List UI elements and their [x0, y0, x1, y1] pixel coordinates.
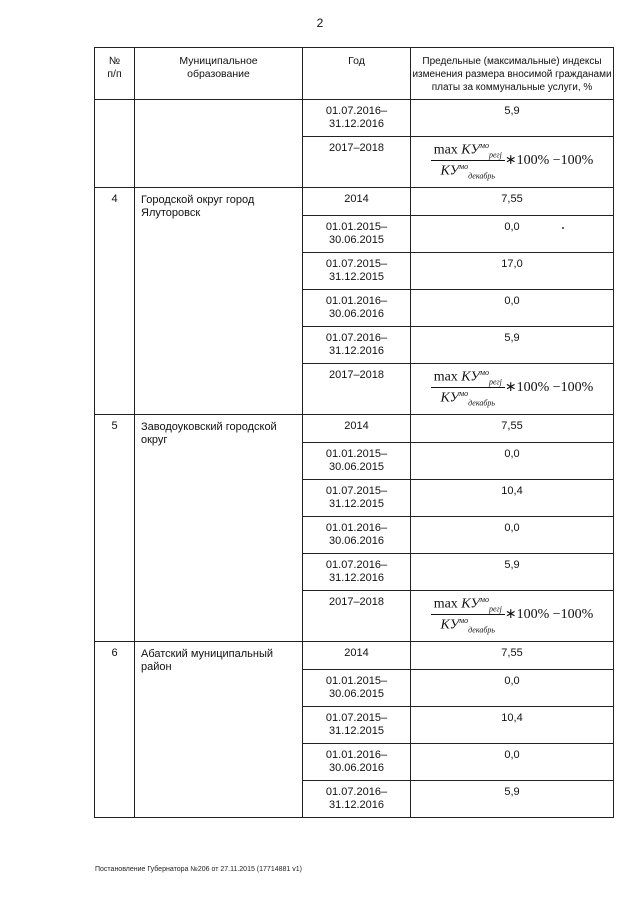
period-cell: 01.01.2016– 30.06.2016 — [303, 744, 411, 781]
period-cell: 2014 — [303, 188, 411, 216]
index-value: 7,55 — [411, 188, 614, 216]
period-cell: 01.07.2015– 31.12.2015 — [303, 707, 411, 744]
index-value: 0,0 — [411, 216, 614, 253]
index-value: 10,4 — [411, 480, 614, 517]
table-row — [95, 642, 614, 670]
period-cell: 2017–2018 — [303, 364, 411, 415]
tariff-index-table — [94, 47, 614, 818]
index-value: 7,55 — [411, 415, 614, 443]
row-num: 5 — [95, 415, 135, 642]
period-cell: 01.07.2016– 31.12.2016 — [303, 327, 411, 364]
table-row — [95, 100, 614, 137]
scan-speck — [562, 227, 564, 229]
index-value: 5,9 — [411, 781, 614, 818]
period-cell: 01.01.2015– 30.06.2015 — [303, 443, 411, 480]
page-number: 2 — [316, 16, 324, 30]
index-value: 17,0 — [411, 253, 614, 290]
period-cell: 01.01.2016– 30.06.2016 — [303, 517, 411, 554]
period-cell: 2017–2018 — [303, 137, 411, 188]
row-num: 4 — [95, 188, 135, 415]
index-formula: $\frac{\max КУ^{мо}_{регj}}{КУ^{мо}_{декабрь}}$ ∗100% −100% — [411, 364, 614, 415]
table-row — [95, 415, 614, 443]
index-formula: $\frac{\max КУ^{мо}_{регj}}{КУ^{мо}_{декабрь}}$ ∗100% −100% — [411, 137, 614, 188]
index-value: 7,55 — [411, 642, 614, 670]
index-value: 5,9 — [411, 100, 614, 137]
period-cell: 01.01.2015– 30.06.2015 — [303, 670, 411, 707]
row-num-cell — [95, 100, 135, 188]
document-footer: Постановление Губернатора №206 от 27.11.2015 (17714881 v1) — [95, 866, 302, 873]
period-cell: 01.07.2015– 31.12.2015 — [303, 480, 411, 517]
index-formula: $\frac{\max КУ^{мо}_{регj}}{КУ^{мо}_{декабрь}}$ ∗100% −100% — [411, 591, 614, 642]
index-value: 0,0 — [411, 744, 614, 781]
period-cell: 2014 — [303, 642, 411, 670]
period-cell: 01.07.2016– 31.12.2016 — [303, 554, 411, 591]
period-cell: 2017–2018 — [303, 591, 411, 642]
municipality-name: Абатский муниципальный район — [135, 642, 303, 818]
index-value: 0,0 — [411, 517, 614, 554]
header-num: № п/п — [95, 48, 135, 100]
header-index: Предельные (максимальные) индексы изменения размера вносимой гражданами платы за коммунальные услуги, % — [411, 48, 614, 100]
municipality-name: Городской округ город Ялуторовск — [135, 188, 303, 415]
index-value: 0,0 — [411, 290, 614, 327]
index-value: 0,0 — [411, 670, 614, 707]
index-value: 5,9 — [411, 327, 614, 364]
municipality-name: Заводоуковский городской округ — [135, 415, 303, 642]
period-cell: 01.07.2016– 31.12.2016 — [303, 100, 411, 137]
table-row — [95, 188, 614, 216]
row-num: 6 — [95, 642, 135, 818]
period-cell: 01.07.2016– 31.12.2016 — [303, 781, 411, 818]
period-cell: 01.01.2016– 30.06.2016 — [303, 290, 411, 327]
header-year: Год — [303, 48, 411, 100]
municipality-cell — [135, 100, 303, 188]
period-cell: 01.07.2015– 31.12.2015 — [303, 253, 411, 290]
index-value: 0,0 — [411, 443, 614, 480]
header-municipality: Муниципальное образование — [135, 48, 303, 100]
period-cell: 01.01.2015– 30.06.2015 — [303, 216, 411, 253]
index-value: 5,9 — [411, 554, 614, 591]
period-cell: 2014 — [303, 415, 411, 443]
table-header-row — [95, 48, 614, 100]
index-value: 10,4 — [411, 707, 614, 744]
